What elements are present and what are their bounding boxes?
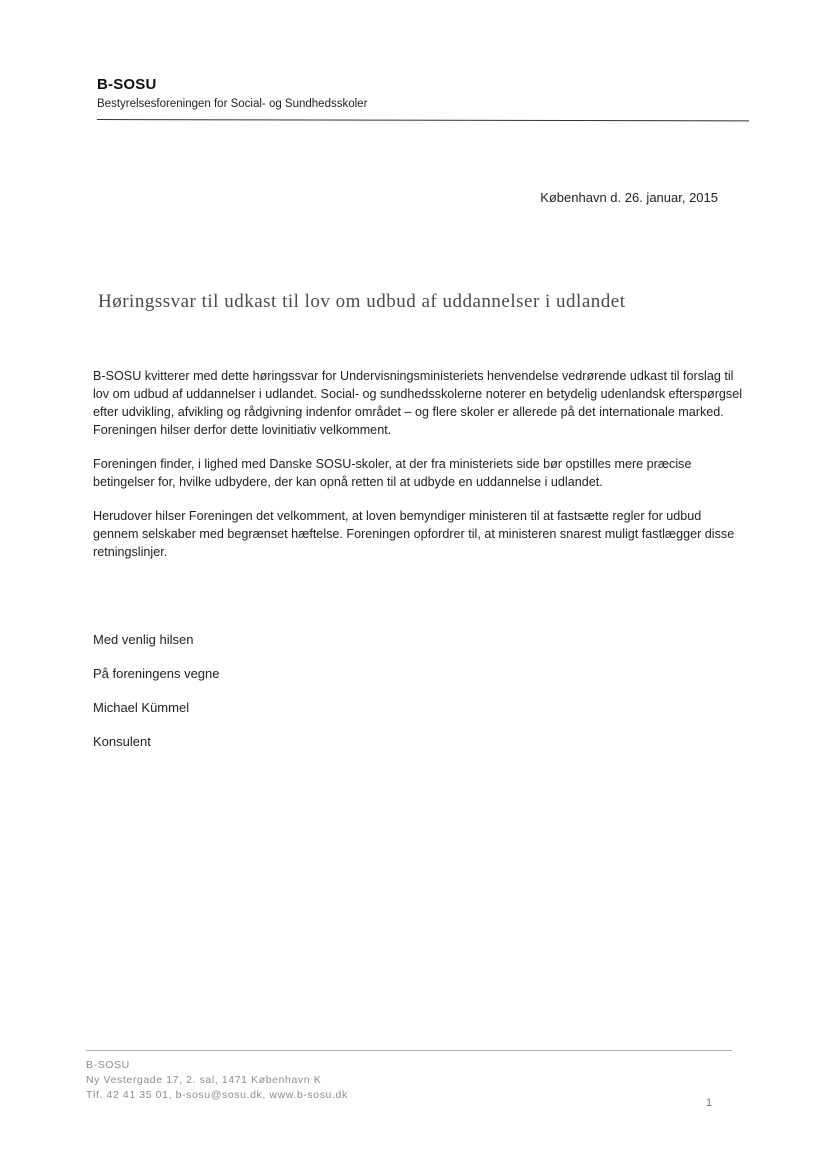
footer-divider bbox=[86, 1050, 732, 1051]
signer-name: Michael Kümmel bbox=[93, 700, 190, 715]
letterhead bbox=[97, 76, 749, 110]
closing-greeting: Med venlig hilsen bbox=[93, 632, 194, 647]
signer-role: Konsulent bbox=[93, 734, 151, 749]
footer-contact: Tlf. 42 41 35 01, b-sosu@sosu.dk, www.b-sosu.dk bbox=[86, 1089, 348, 1101]
letter-body bbox=[93, 367, 743, 577]
page-number: 1 bbox=[706, 1097, 713, 1109]
letterhead-subtitle: Bestyrelsesforeningen for Social- og Sundhedsskoler bbox=[97, 98, 368, 110]
letterhead-divider bbox=[97, 119, 749, 121]
letter-title: Høringssvar til udkast til lov om udbud af uddannelser i udlandet bbox=[98, 291, 626, 312]
closing-on-behalf: På foreningens vegne bbox=[93, 666, 220, 681]
body-paragraph: B-SOSU kvitterer med dette høringssvar for Undervisningsministeriets henvendelse vedrørende udkast til forslag til lov om udbud af uddannelser i udlandet. Social- og sundhedsskolerne noterer en betydelig udenlandsk efterspørgsel efter udvikling, afvikling og rådgivning indenfor området – og flere skoler er allerede på det internationale marked. Foreningen hilser derfor dette lovinitiativ velkomment. bbox=[93, 369, 742, 437]
body-paragraph: Foreningen finder, i lighed med Danske SOSU-skoler, at der fra ministeriets side bør opstilles mere præcise betingelser for, hvilke udbydere, der kan opnå retten til at udbyde en uddannelse i udlandet. bbox=[93, 457, 692, 489]
footer-address: Ny Vestergade 17, 2. sal, 1471 København K bbox=[86, 1074, 322, 1086]
letter-closing bbox=[93, 632, 219, 768]
body-paragraph: Herudover hilser Foreningen det velkomment, at loven bemyndiger ministeren til at fastsætte regler for udbud gennem selskaber med begrænset hæftelse. Foreningen opfordrer til, at ministeren snarest muligt fastlægger disse retningslinjer. bbox=[93, 509, 735, 559]
footer-org: B-SOSU bbox=[86, 1059, 130, 1071]
letter-date: København d. 26. januar, 2015 bbox=[540, 190, 718, 205]
letterhead-org: B-SOSU bbox=[97, 76, 157, 93]
